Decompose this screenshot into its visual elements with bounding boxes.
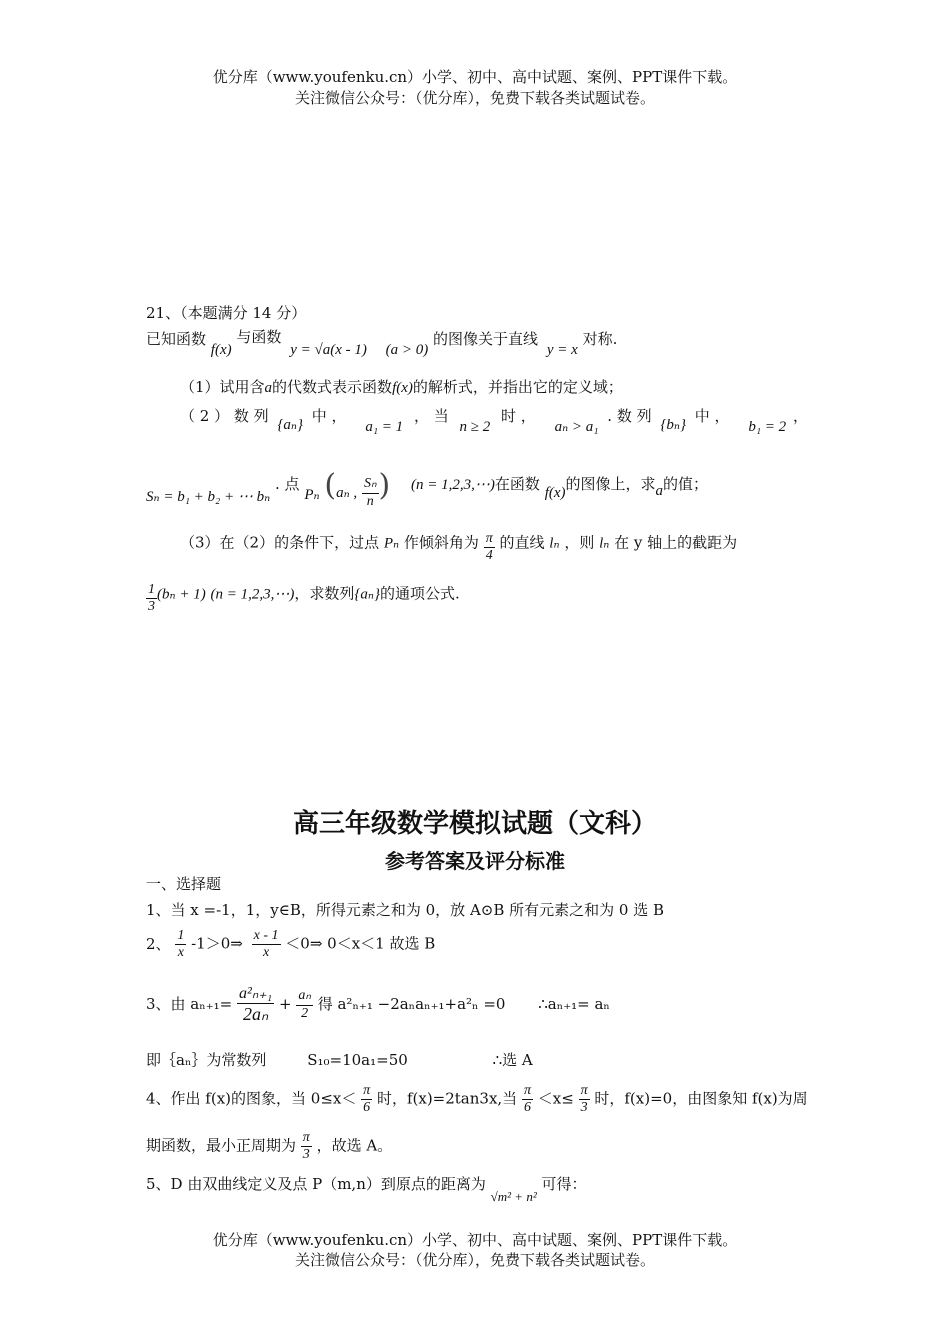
q21-part3-cont: $\frac{1}{3}$ (bₙ + 1) (n = 1,2,3,⋯)，求数列{aₙ}的通项公式.: [148, 582, 460, 615]
q21-part2-cont: Sₙ = b₁ + b₂ + ⋯ bₙ . 点 Pₙ (aₙ , $\frac{\text{Sₙ}}{n}$ ) (n = 1,2,3,⋯)在函数 f(x)的图像上，求a的值；: [146, 468, 709, 509]
q21-intro: 已知函数 f(x) 与函数 y = √a(x - 1) (a > 0) 的图像关于直线 y = x 对称.: [146, 328, 618, 358]
footer-line-2: 关注微信公众号：（优分库），免费下载各类试题试卷。: [294, 1251, 655, 1269]
answers-subtitle: 参考答案及评分标准: [385, 849, 565, 873]
q21-part1: （1）试用含a的代数式表示函数f(x)的解析式，并指出它的定义域；: [180, 378, 623, 396]
answer-2: 2、 $\frac{1}{x}$ -1＞0⇒ $\frac{x - 1}{x}$ ＜0⇒ 0＜x＜1 故选 B: [146, 928, 436, 961]
answer-3-cont: 即｛aₙ｝为常数列 S₁₀=10a₁=50 ∴选 A: [146, 1051, 533, 1069]
section-choice: 一、选择题: [146, 875, 222, 893]
answer-5: 5、D 由双曲线定义及点 P（m,n）到原点的距离为 √m² + n² 可得：: [146, 1175, 587, 1204]
footer-line-1: 优分库（www.youfenku.cn）小学、初中、高中试题、案例、PPT课件下载。: [212, 1231, 738, 1249]
q21-title: 21、（本题满分 14 分）: [146, 304, 307, 322]
header-line-1: 优分库（www.youfenku.cn）小学、初中、高中试题、案例、PPT课件下载。: [212, 68, 738, 86]
answer-4-cont: 期函数，最小正周期为 $\frac{\pi}{3}$ ，故选 A。: [146, 1130, 393, 1163]
answer-3: 3、由 aₙ₊₁= $\frac{\text{a²ₙ₊₁}}{\text{2aₙ}}$ + $\frac{\text{aₙ}}{2}$ 得 a²ₙ₊₁ −2aₙaₙ₊₁+a²ₙ =0 ∴aₙ₊₁= aₙ: [146, 985, 610, 1025]
q21-part3: （3）在（2）的条件下，过点 Pₙ 作倾斜角为 $\frac{\pi}{4}$ 的直线 lₙ ，则 lₙ 在 y 轴上的截距为: [180, 531, 738, 564]
answer-4: 4、作出 f(x)的图象，当 0≤x＜ $\frac{\pi}{6}$ 时，f(x)=2tan3x,当 $\frac{\pi}{6}$ ＜x≤ $\frac{\pi}{3}$ 时，f(x)=0，由图象知 f(x)为周: [146, 1083, 808, 1116]
q21-part2: （ 2 ） 数 列 {aₙ} 中 ， a₁ = 1 ， 当 n ≥ 2 时 ， aₙ > a₁ . 数 列 {bₙ} 中 ， b₁ = 2 ，: [180, 407, 808, 435]
header-line-2: 关注微信公众号：（优分库），免费下载各类试题试卷。: [294, 89, 655, 107]
answers-title: 高三年级数学模拟试题（文科）: [292, 809, 657, 839]
answer-1: 1、当 x =-1，1，y∈B，所得元素之和为 0，放 A⊙B 所有元素之和为 0 选 B: [146, 901, 665, 919]
